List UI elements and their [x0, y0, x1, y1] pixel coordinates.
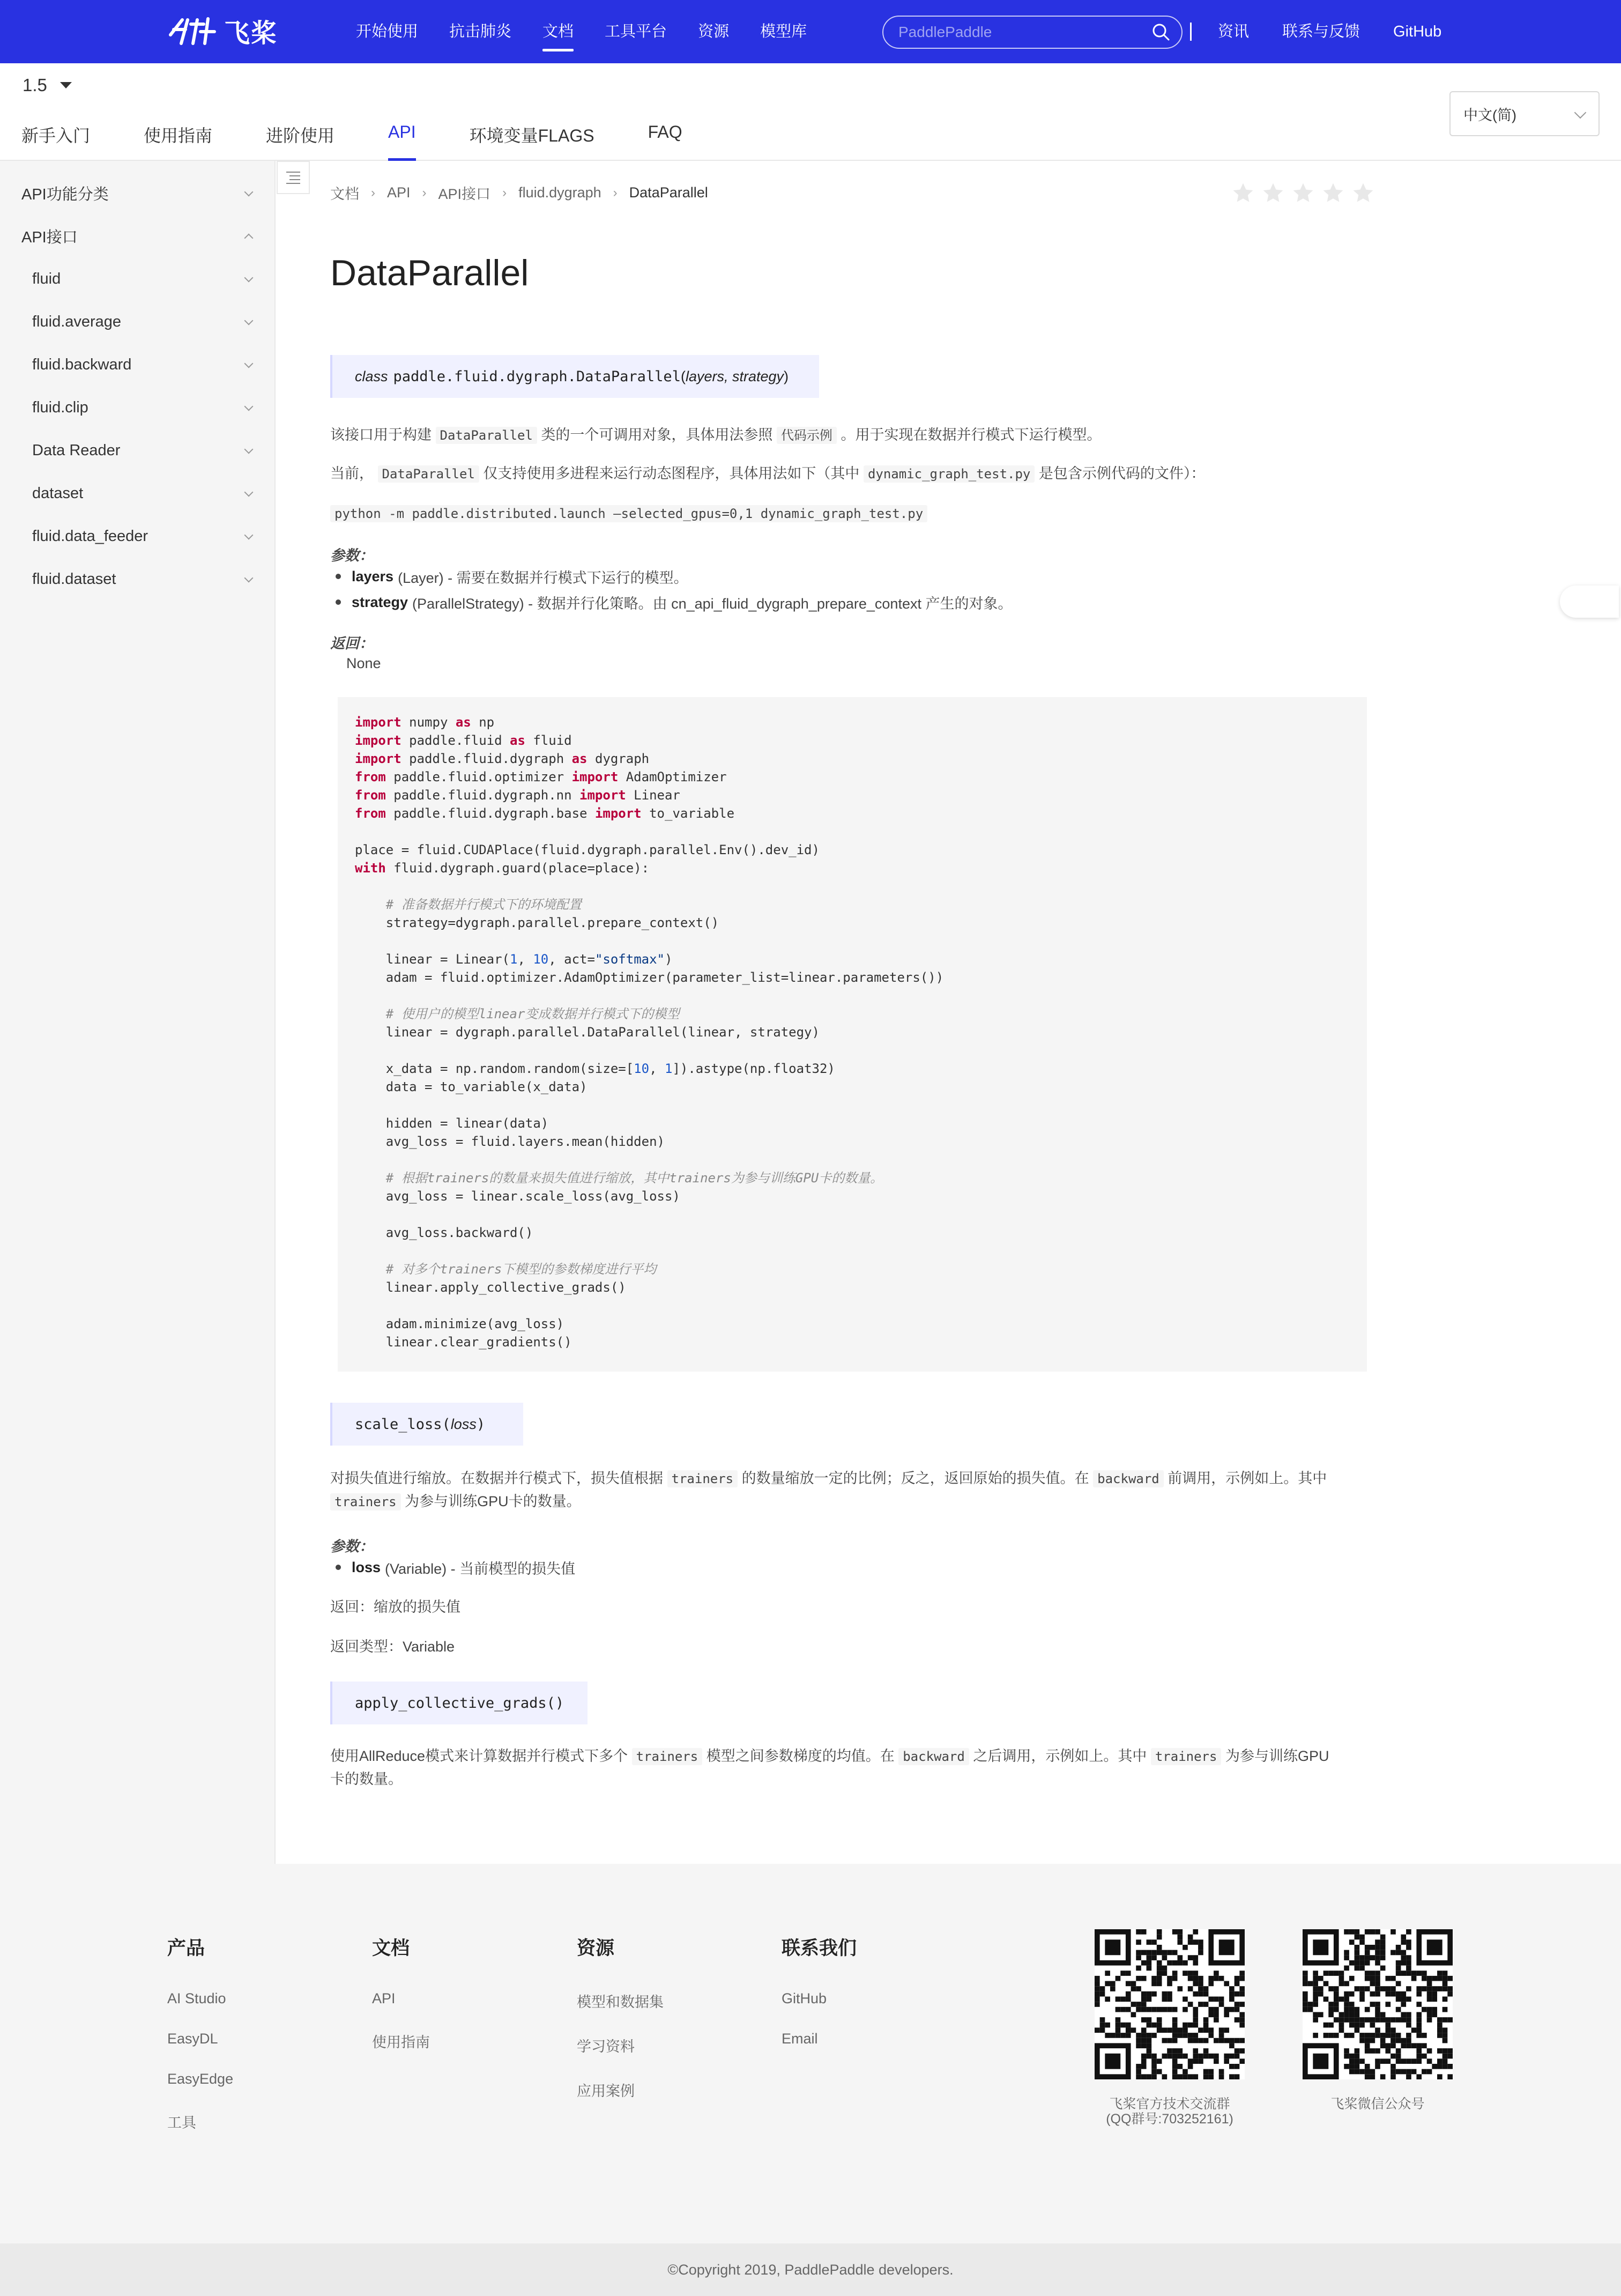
param-desc: (Layer) - 需要在数据并行模式下运行的模型。 [398, 570, 688, 586]
chevron-down-icon [244, 574, 254, 583]
nav-divider [1190, 23, 1192, 41]
code-line: from paddle.fluid.dygraph.base import to_variable [355, 806, 735, 821]
desc-text: 模型之间参数梯度的均值。在 [706, 1748, 895, 1764]
scale-loss-description [330, 1467, 1365, 1513]
footer [0, 1864, 1621, 2243]
code-line: linear.clear_gradients() [355, 1335, 572, 1350]
inline-code: trainers [1151, 1748, 1222, 1765]
code-line: adam = fluid.optimizer.AdamOptimizer(parameter_list=linear.parameters()) [355, 970, 944, 985]
tab-user-guide[interactable]: 使用指南 [144, 126, 213, 145]
sidebar-item-fluid[interactable] [0, 257, 276, 300]
tab-faq[interactable]: FAQ [648, 122, 682, 142]
sidebar-item-fluid-backward[interactable] [0, 343, 276, 386]
desc-text: 卡的数量。 [330, 1771, 403, 1787]
apply-grads-description [330, 1745, 1365, 1790]
class-signature: class paddle.fluid.dygraph.DataParallel ( layers, strategy ) [330, 355, 819, 398]
paddle-logo-icon [166, 13, 220, 48]
caret-down-icon [60, 82, 72, 88]
sidebar-item-fluid-clip[interactable] [0, 386, 276, 429]
sidebar-item-data-reader[interactable] [0, 429, 276, 472]
method-signature-scale-loss [330, 1403, 523, 1446]
star-icon[interactable] [1351, 181, 1375, 205]
sidebar-item-dataset[interactable] [0, 472, 276, 515]
param-desc: (ParallelStrategy) - 数据并行化策略。由 cn_api_fluid_dygraph_prepare_context 产生的对象。 [412, 596, 1013, 612]
desc-text: 为参与训练GPU卡的数量。 [405, 1493, 581, 1509]
code-line: adam.minimize(avg_loss) [355, 1316, 564, 1331]
method-name: scale_loss( [355, 1416, 451, 1433]
inline-code: DataParallel [436, 427, 537, 444]
chevron-down-icon [244, 445, 254, 454]
code-line: # 准备数据并行模式下的环境配置 [385, 897, 582, 912]
inline-code: dynamic_graph_test.py [864, 465, 1035, 483]
footer-link[interactable]: 使用指南 [372, 2034, 430, 2050]
rating-stars [1231, 181, 1381, 205]
code-line: from paddle.fluid.optimizer import AdamOptimizer [355, 769, 727, 784]
intro-paragraph-2 [330, 462, 1365, 485]
feedback-edge-tab[interactable] [1560, 586, 1619, 618]
params-label: 参数： [330, 547, 374, 564]
code-line [355, 1041, 1350, 1060]
code-line: avg_loss = fluid.layers.mean(hidden) [355, 1134, 665, 1149]
footer-col-title: 联系我们 [782, 1938, 857, 1959]
launch-command [330, 502, 1365, 525]
tab-flags[interactable]: 环境变量FLAGS [469, 126, 594, 145]
chevron-down-icon [244, 531, 254, 540]
star-icon[interactable] [1291, 181, 1315, 205]
sidebar [0, 161, 276, 1864]
language-label: 中文(简) [1463, 107, 1516, 123]
star-icon[interactable] [1321, 181, 1345, 205]
footer-link[interactable]: 学习资料 [577, 2039, 635, 2055]
signature-name: paddle.fluid.dygraph.DataParallel [393, 368, 681, 385]
sidebar-item-label: fluid.clip [32, 398, 88, 416]
page-title: DataParallel [330, 253, 529, 293]
star-icon[interactable] [1231, 181, 1255, 205]
nav-tools[interactable]: 工具平台 [605, 23, 667, 40]
code-line [355, 1242, 1350, 1260]
chevron-down-icon [1574, 107, 1587, 119]
inline-code: trainers [632, 1748, 703, 1765]
method-signature-apply-grads [330, 1682, 588, 1724]
footer-link[interactable]: AI Studio [167, 1990, 226, 2006]
code-line: avg_loss = linear.scale_loss(avg_loss) [355, 1189, 680, 1204]
inline-code: trainers [667, 1470, 738, 1487]
sidebar-item-label: API功能分类 [21, 186, 109, 203]
code-line: with fluid.dygraph.guard(place=place): [355, 861, 650, 876]
inline-code: backward [898, 1748, 969, 1765]
code-line: # 对多个trainers下模型的参数梯度进行平均 [385, 1262, 657, 1277]
tab-advanced[interactable]: 进阶使用 [266, 126, 335, 145]
chevron-down-icon [244, 359, 254, 368]
sidebar-item-api-categories[interactable] [0, 172, 276, 214]
nav-news[interactable]: 资讯 [1218, 23, 1250, 40]
scale-loss-return-type: 返回类型：Variable [330, 1639, 455, 1655]
code-line: strategy=dygraph.parallel.prepare_context() [355, 915, 719, 930]
qr-caption: 飞桨官方技术交流群 [1109, 2097, 1230, 2112]
chevron-right-icon: › [371, 185, 375, 200]
intro-text: 当前， [330, 465, 374, 482]
logo[interactable] [166, 12, 278, 49]
qr-code-icon [1303, 1929, 1453, 2079]
code-line: data = to_variable(x_data) [355, 1079, 588, 1094]
nav-resources[interactable]: 资源 [698, 23, 730, 40]
tab-getting-started[interactable]: 新手入门 [21, 126, 91, 145]
footer-link[interactable]: 工具 [167, 2115, 196, 2131]
chevron-right-icon: › [502, 185, 507, 200]
code-line [355, 877, 1350, 895]
code-line: avg_loss.backward() [355, 1225, 533, 1240]
tab-api[interactable]: API [388, 106, 416, 161]
code-line [355, 1151, 1350, 1169]
breadcrumb [330, 182, 708, 203]
footer-link[interactable]: GitHub [782, 1990, 827, 2006]
sidebar-item-label: dataset [32, 484, 84, 502]
nav-feedback[interactable]: 联系与反馈 [1282, 23, 1360, 40]
param-item [352, 566, 688, 587]
nav-start[interactable]: 开始使用 [356, 23, 419, 40]
param-desc: (Variable) - 当前模型的损失值 [385, 1561, 576, 1577]
desc-text: 对损失值进行缩放。在数据并行模式下，损失值根据 [330, 1470, 663, 1486]
code-line [355, 1297, 1350, 1315]
code-line: linear = Linear(1, 10, act="softmax") [355, 952, 673, 967]
breadcrumb-fluid-dygraph[interactable]: fluid.dygraph [518, 184, 601, 201]
code-line [355, 1096, 1350, 1114]
right-nav [1218, 0, 1475, 63]
code-line: # 使用户的模型linear变成数据并行模式下的模型 [385, 1006, 680, 1021]
code-line: linear.apply_collective_grads() [355, 1280, 626, 1295]
param-name: loss [352, 1559, 381, 1575]
chevron-down-icon [244, 488, 254, 497]
version-selector[interactable] [23, 75, 72, 95]
signature-prefix: class [355, 368, 388, 384]
breadcrumb-docs[interactable]: 文档 [330, 186, 359, 202]
doc-subbar [0, 63, 1621, 161]
desc-text: 之后调用，示例如上。其中 [973, 1748, 1147, 1764]
intro-text: 仅支持使用多进程来运行动态图程序，具体用法如下（其中 [483, 465, 860, 482]
main-nav [356, 0, 838, 63]
intro-text: 类的一个可调用对象，具体用法参照 [541, 427, 773, 443]
qr-sub-caption: (QQ群号:703252161) [1106, 2112, 1233, 2127]
method-arg: loss [450, 1416, 477, 1432]
inline-code: DataParallel [378, 465, 479, 483]
sidebar-item-label: fluid.dataset [32, 570, 116, 588]
code-line: hidden = linear(data) [355, 1116, 549, 1131]
command-code: python -m paddle.distributed.launch —selected_gpus=0,1 dynamic_graph_test.py [330, 505, 927, 522]
sidebar-item-api-interface[interactable] [0, 214, 276, 257]
scale-loss-params-label: 参数： [330, 1538, 374, 1554]
code-line: import paddle.fluid.dygraph as dygraph [355, 751, 650, 766]
footer-col-title: 资源 [577, 1938, 615, 1959]
footer-col-docs [372, 1934, 430, 2075]
toc-toggle-button[interactable] [277, 161, 310, 194]
footer-col-products [167, 1934, 233, 2156]
breadcrumb-api[interactable]: API [387, 184, 411, 201]
sidebar-item-label: fluid.backward [32, 355, 132, 373]
nav-models[interactable]: 模型库 [760, 23, 807, 40]
inline-code: trainers [330, 1493, 401, 1510]
chevron-down-icon [244, 273, 254, 283]
intro-text: 是包含示例代码的文件）： [1038, 465, 1206, 482]
footer-col-resources [577, 1934, 664, 2124]
param-item [352, 1557, 575, 1578]
scale-loss-returns: 返回：缩放的损失值 [330, 1599, 460, 1615]
sidebar-item-label: fluid [32, 270, 61, 287]
code-line: from paddle.fluid.dygraph.nn import Linear [355, 788, 680, 803]
logo-text: 飞桨 [224, 19, 278, 48]
method-paren: ) [476, 1416, 486, 1433]
code-line: # 根据trainers的数量来损失值进行缩放，其中trainers为参与训练GPU卡的数量。 [385, 1171, 883, 1186]
footer-link[interactable]: EasyDL [167, 2031, 218, 2047]
code-line [355, 823, 1350, 841]
chevron-right-icon: › [613, 185, 618, 200]
code-example-link[interactable]: 代码示例 [777, 427, 837, 444]
sidebar-item-label: fluid.data_feeder [32, 527, 148, 545]
breadcrumb-api-interface[interactable]: API接口 [438, 186, 491, 202]
code-line [355, 932, 1350, 950]
desc-text: 使用AllReduce模式来计算数据并行模式下多个 [330, 1748, 628, 1764]
sidebar-item-fluid-dataset[interactable] [0, 558, 276, 601]
sidebar-item-label: Data Reader [32, 441, 121, 459]
code-line [355, 1205, 1350, 1224]
chevron-down-icon [244, 402, 254, 411]
search-input[interactable] [882, 16, 1183, 49]
top-header [0, 0, 1621, 63]
param-name: strategy [352, 594, 408, 610]
desc-text: 前调用，示例如上。其中 [1168, 1470, 1327, 1486]
code-line: linear = dygraph.parallel.DataParallel(linear, strategy) [355, 1025, 820, 1040]
intro-text: 。用于实现在数据并行模式下运行模型。 [841, 427, 1102, 443]
copyright: ©Copyright 2019, PaddlePaddle developers. [0, 2243, 1621, 2296]
code-line: import numpy as np [355, 715, 495, 730]
footer-col-contact [782, 1934, 857, 2071]
qr-caption-wechat: 飞桨微信公众号 [1330, 2097, 1425, 2112]
breadcrumb-current: DataParallel [629, 184, 708, 201]
chevron-down-icon [244, 188, 254, 197]
doc-tabs [21, 106, 736, 161]
code-example-block [338, 697, 1367, 1372]
qr-caption-group [1089, 2097, 1250, 2127]
param-name: layers [352, 568, 394, 584]
chevron-right-icon: › [422, 185, 427, 200]
chevron-down-icon [244, 316, 254, 325]
nav-github[interactable]: GitHub [1393, 23, 1442, 40]
returns-label: 返回： [330, 635, 374, 651]
code-line: place = fluid.CUDAPlace(fluid.dygraph.parallel.Env().dev_id) [355, 842, 820, 857]
nav-docs[interactable]: 文档 [542, 0, 574, 63]
sidebar-item-label: API接口 [21, 228, 78, 246]
language-selector[interactable] [1449, 91, 1600, 136]
list-icon [285, 171, 301, 184]
search-icon[interactable] [1151, 23, 1171, 42]
inline-code: backward [1093, 1470, 1164, 1487]
footer-col-title: 文档 [372, 1938, 410, 1959]
intro-text: 该接口用于构建 [330, 427, 432, 443]
sidebar-item-fluid-data-feeder[interactable] [0, 515, 276, 558]
desc-text: 为参与训练GPU [1225, 1748, 1329, 1764]
code-line: x_data = np.random.random(size=[10, 1]).astype(np.float32) [355, 1061, 835, 1076]
sidebar-item-label: fluid.average [32, 313, 122, 330]
nav-covid[interactable]: 抗击肺炎 [449, 23, 512, 40]
param-item [352, 592, 1012, 613]
version-label: 1.5 [23, 75, 47, 95]
sidebar-item-fluid-average[interactable] [0, 300, 276, 343]
intro-paragraph-1 [330, 424, 1365, 447]
footer-link[interactable]: EasyEdge [167, 2071, 234, 2087]
signature-args: layers, strategy [685, 368, 784, 384]
footer-link[interactable]: API [372, 1990, 396, 2006]
footer-link[interactable]: 应用案例 [577, 2083, 635, 2099]
footer-link[interactable]: Email [782, 2031, 818, 2047]
code-line [355, 987, 1350, 1005]
method-name: apply_collective_grads() [355, 1694, 564, 1712]
qr-code-icon [1095, 1929, 1245, 2079]
chevron-up-icon [244, 234, 254, 243]
code-line: import paddle.fluid as fluid [355, 733, 572, 748]
footer-col-title: 产品 [167, 1938, 205, 1959]
desc-text: 的数量缩放一定的比例；反之，返回原始的损失值。在 [741, 1470, 1089, 1486]
footer-link[interactable]: 模型和数据集 [577, 1994, 664, 2010]
star-icon[interactable] [1261, 181, 1285, 205]
returns-value: None [346, 655, 381, 671]
